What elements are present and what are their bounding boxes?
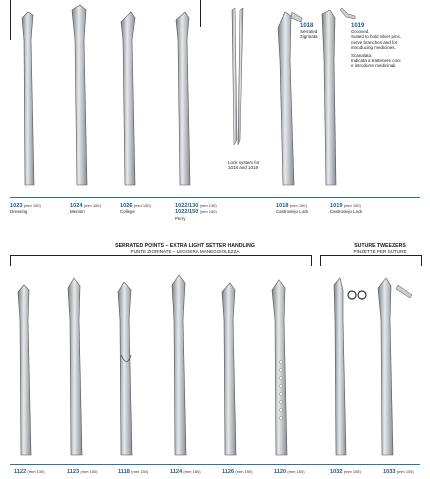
callout-1019: 1019 Grooved. Suited to hold silver pins, nerve branches and for introducing medicines. Scanalata. Indicata a trattenere coni e introdurre medicinali.: [351, 23, 402, 69]
label-1024: 1024 (mm 160) Meriam: [70, 203, 101, 215]
callout-1018-line2: Zigrinata: [300, 34, 318, 40]
label-1022: 1022/130 (mm 130) 1022/150 (mm 150) Perry: [175, 203, 217, 221]
label-1120: 1120 (mm 150): [274, 469, 305, 475]
label-1126: 1126 (mm 150): [222, 469, 253, 475]
label-1118: 1118 (mm 150): [118, 469, 149, 475]
label-1023: 1023 (mm 150) Dressing: [10, 203, 41, 215]
label-1026: 1026 (mm 150) College: [120, 203, 151, 215]
label-1123: 1123 (mm 150): [67, 469, 98, 475]
label-1019: 1019 (mm 150) Castroviejo Lock: [330, 203, 363, 215]
callout-1019-it-line: Scanalata.: [351, 53, 373, 59]
callout-1019-line: nerve branches and for: [351, 39, 398, 45]
label-1033: 1033 (mm 155): [383, 469, 414, 475]
label-1124: 1124 (mm 180): [170, 469, 201, 475]
label-1018: 1018 (mm 150) Castroviejo Lock: [276, 203, 309, 215]
callout-1019-line: Grooved.: [351, 29, 370, 35]
callout-1019-it-line: e introdurre medicinali.: [351, 63, 397, 69]
label-1122: 1122 (mm 130): [14, 469, 45, 475]
lock-note: Lock system for 1018 and 1019: [228, 160, 260, 171]
callout-1019-line: Suited to hold silver pins,: [351, 34, 402, 40]
callout-1018: 1018 Serrated Zigrinata: [300, 23, 318, 40]
serrated-header: SERRATED POINTS – EXTRA LIGHT SETTER HANDLING PUNTE ZIGRINATE – LEGGERA MANEGGIOLEZZA: [115, 243, 255, 254]
suture-header: SUTURE TWEEZERS PINZETTE PER SUTURE: [353, 243, 407, 254]
callout-1019-line: introducing medicines.: [351, 44, 396, 50]
bottom-divider: [10, 464, 420, 465]
callout-1019-it-line: Indicata a trattenere coni: [351, 58, 401, 64]
label-1032: 1032 (mm 155): [330, 469, 361, 475]
callout-1018-line1: Serrated: [300, 29, 318, 35]
